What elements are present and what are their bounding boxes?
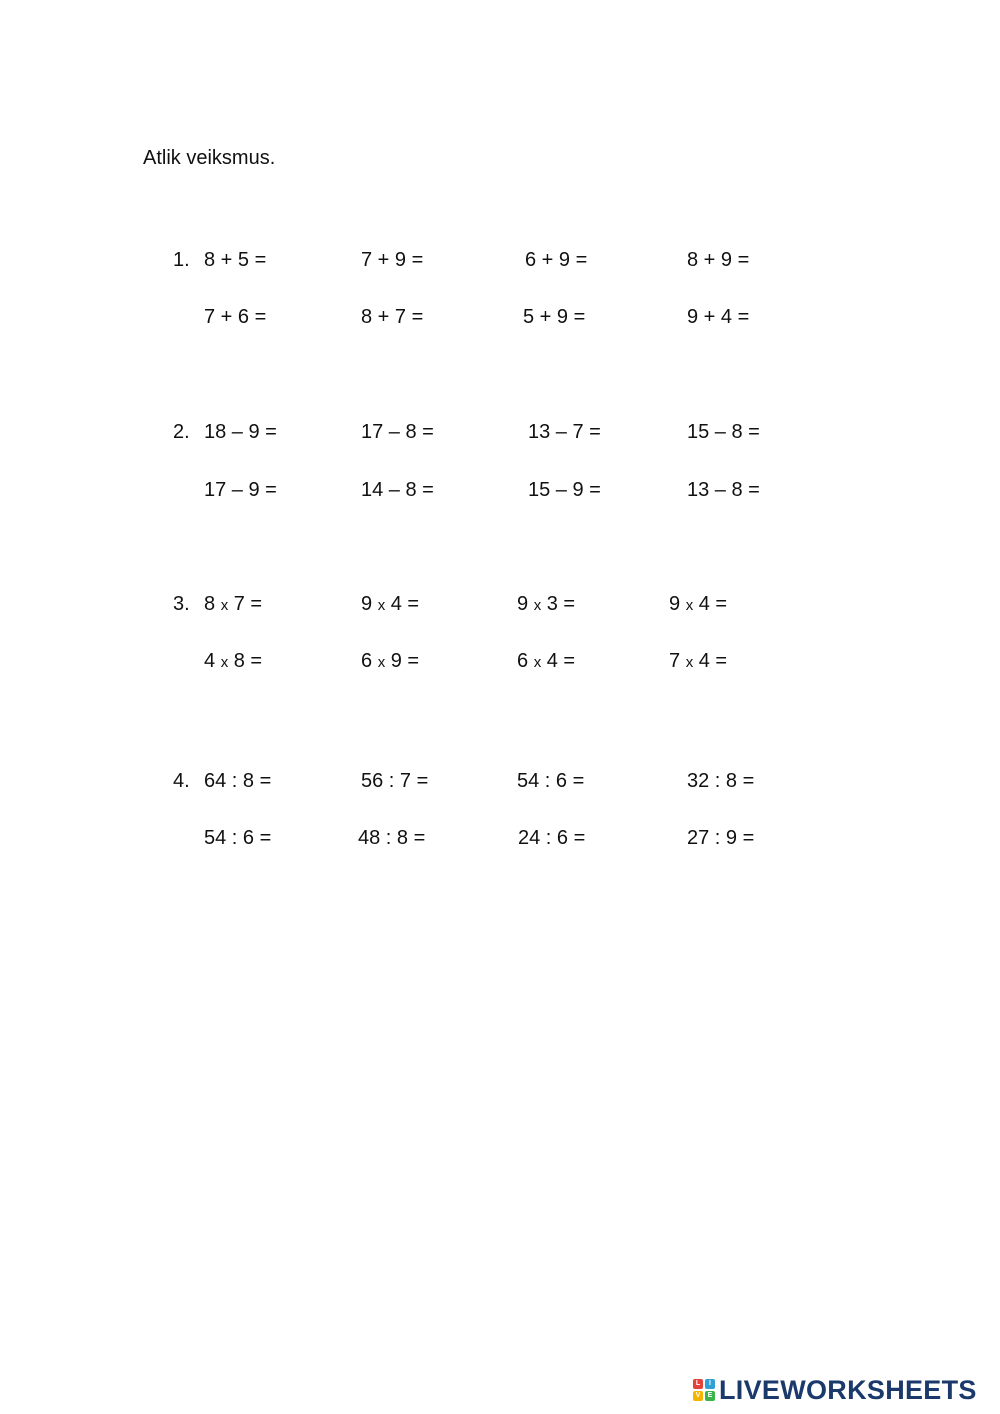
section-number: 4.: [173, 770, 190, 792]
math-problem: 8 + 9 =: [687, 249, 750, 271]
math-problem: 8 + 7 =: [361, 306, 424, 328]
instruction-text: Atlik veiksmus.: [143, 147, 276, 169]
section-number: 1.: [173, 249, 190, 271]
operand-b: 7 =: [233, 593, 263, 615]
multiply-sign: x: [377, 597, 386, 614]
math-problem: [204, 649, 262, 675]
logo-mark-tile: I: [705, 1379, 715, 1389]
math-problem: 7 + 6 =: [204, 306, 267, 328]
math-problem: 13 – 8 =: [687, 479, 760, 501]
math-problem: 56 : 7 =: [361, 770, 429, 792]
logo-mark-tile: V: [693, 1391, 703, 1401]
math-problem: 27 : 9 =: [687, 827, 755, 849]
exercise-section-4: [0, 769, 1000, 859]
math-problem: 24 : 6 =: [518, 827, 586, 849]
math-problem: [361, 649, 419, 675]
math-problem: [669, 592, 727, 618]
math-problem: [517, 649, 575, 675]
exercise-section-1: [0, 248, 1000, 338]
math-problem: 18 – 9 =: [204, 421, 277, 443]
math-problem: 54 : 6 =: [517, 770, 585, 792]
multiply-sign: x: [220, 597, 229, 614]
operand-a: 9: [361, 593, 373, 615]
math-problem: 8 + 5 =: [204, 249, 267, 271]
operand-a: 7: [669, 650, 681, 672]
math-problem: 15 – 9 =: [528, 479, 601, 501]
operand-b: 4 =: [390, 593, 420, 615]
section-number: 3.: [173, 593, 190, 615]
logo-text: LIVEWORKSHEETS: [719, 1375, 977, 1405]
multiply-sign: x: [220, 654, 229, 671]
math-problem: 48 : 8 =: [358, 827, 426, 849]
math-problem: 6 + 9 =: [525, 249, 588, 271]
operand-b: 4 =: [698, 593, 728, 615]
math-problem: [361, 592, 419, 618]
math-problem: 32 : 8 =: [687, 770, 755, 792]
math-problem: 17 – 9 =: [204, 479, 277, 501]
operand-a: 6: [361, 650, 373, 672]
operand-a: 9: [517, 593, 529, 615]
logo-mark-icon: [693, 1379, 715, 1401]
section-number: 2.: [173, 421, 190, 443]
operand-a: 6: [517, 650, 529, 672]
operand-b: 9 =: [390, 650, 420, 672]
math-problem: 17 – 8 =: [361, 421, 434, 443]
exercise-section-2: [0, 420, 1000, 510]
math-problem: [669, 649, 727, 675]
operand-b: 4 =: [698, 650, 728, 672]
math-problem: 7 + 9 =: [361, 249, 424, 271]
operand-b: 3 =: [546, 593, 576, 615]
math-problem: 5 + 9 =: [523, 306, 586, 328]
operand-a: 8: [204, 593, 216, 615]
multiply-sign: x: [533, 597, 542, 614]
exercise-section-3: [0, 592, 1000, 682]
logo-mark-tile: E: [705, 1391, 715, 1401]
operand-a: 9: [669, 593, 681, 615]
operand-a: 4: [204, 650, 216, 672]
math-problem: 14 – 8 =: [361, 479, 434, 501]
operand-b: 8 =: [233, 650, 263, 672]
math-problem: [204, 592, 262, 618]
multiply-sign: x: [533, 654, 542, 671]
math-problem: 15 – 8 =: [687, 421, 760, 443]
math-problem: 9 + 4 =: [687, 306, 750, 328]
multiply-sign: x: [685, 654, 694, 671]
math-problem: [517, 592, 575, 618]
operand-b: 4 =: [546, 650, 576, 672]
math-problem: 54 : 6 =: [204, 827, 272, 849]
logo-mark-tile: L: [693, 1379, 703, 1389]
math-problem: 64 : 8 =: [204, 770, 272, 792]
multiply-sign: x: [685, 597, 694, 614]
multiply-sign: x: [377, 654, 386, 671]
liveworksheets-logo: [693, 1376, 977, 1404]
math-problem: 13 – 7 =: [528, 421, 601, 443]
